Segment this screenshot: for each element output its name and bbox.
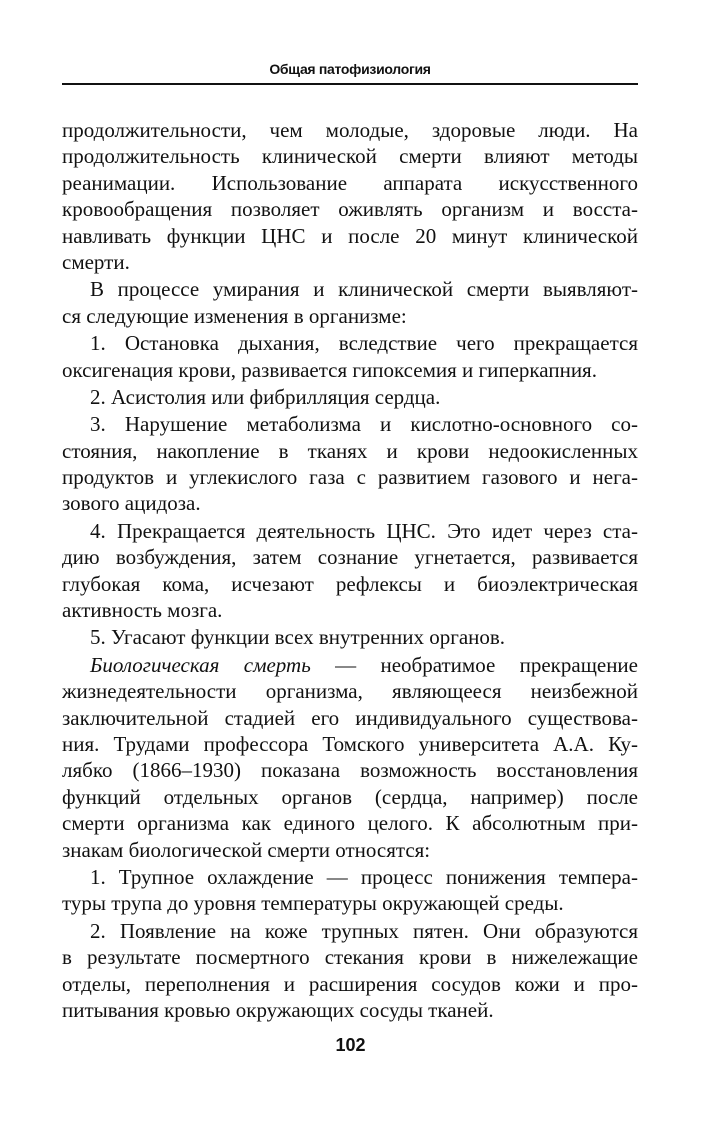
text-line: продолжительность клинической смерти влияют методы xyxy=(62,144,638,169)
running-title: Общая патофизиология xyxy=(269,61,431,77)
italic-term: Биологическая смерть xyxy=(90,652,311,677)
text-line: функций отдельных органов (сердца, например) после xyxy=(62,784,638,809)
list-item xyxy=(62,864,638,917)
text-line: продолжительности, чем молодые, здоровые люди. На xyxy=(62,118,638,142)
text-line: отделы, переполнения и расширения сосудов кожи и про- xyxy=(62,971,638,996)
definition-paragraph xyxy=(62,652,638,863)
text-line: кровообращения позволяет оживлять организм и восста- xyxy=(62,197,638,222)
header-rule xyxy=(62,83,638,85)
text-line: 4. Прекращается деятельность ЦНС. Это идет через ста- xyxy=(90,518,638,543)
text-line: В процессе умирания и клинической смерти выявляют- xyxy=(90,277,638,302)
text-line: туры трупа до уровня температуры окружающей среды. xyxy=(62,891,564,916)
text-line: знакам биологической смерти относятся: xyxy=(62,837,431,862)
text-line: жизнедеятельности организма, являющееся неизбежной xyxy=(62,679,638,704)
text-line: смерти. xyxy=(62,249,130,274)
list-item xyxy=(62,384,638,410)
text-line: продуктов и углекислого газа с развитием газового и нега- xyxy=(62,465,638,490)
list-item xyxy=(62,918,638,1024)
paragraph xyxy=(62,117,638,275)
text-line: 1. Трупное охлаждение — процесс понижения темпера- xyxy=(90,864,638,889)
text-line: реанимации. Использование аппарата искусственного xyxy=(62,170,638,195)
text-line xyxy=(62,652,638,678)
text-line: смерти организма как единого целого. К абсолютным при- xyxy=(62,811,638,836)
page-number: 102 xyxy=(335,1035,366,1055)
text-line: 2. Асистолия или фибрилляция сердца. xyxy=(90,384,441,409)
text-line: ния. Трудами профессора Томского университета А.А. Ку- xyxy=(62,731,638,756)
text-line: стояния, накопление в тканях и крови недоокисленных xyxy=(62,438,638,463)
text-line: 5. Угасают функции всех внутренних органов. xyxy=(90,625,506,650)
text-line: зового ацидоза. xyxy=(62,491,201,516)
paragraph xyxy=(62,276,638,329)
text-line: ся следующие изменения в организме: xyxy=(62,303,407,328)
text-span: — необратимое прекращение xyxy=(310,652,638,677)
text-line: активность мозга. xyxy=(62,598,223,623)
list-item xyxy=(62,330,638,383)
list-item xyxy=(62,411,638,517)
list-item xyxy=(62,624,638,650)
text-line: 2. Появление на коже трупных пятен. Они образуются xyxy=(90,918,638,943)
text-line: оксигенация крови, развивается гипоксемия и гиперкапния. xyxy=(62,357,597,382)
text-line: 1. Остановка дыхания, вследствие чего прекращается xyxy=(90,331,638,356)
body-text xyxy=(62,117,638,1023)
text-line: глубокая кома, исчезают рефлексы и биоэлектрическая xyxy=(62,571,638,596)
list-item xyxy=(62,518,638,624)
text-line: лябко (1866–1930) показана возможность восстановления xyxy=(62,758,638,783)
text-line: навливать функции ЦНС и после 20 минут клинической xyxy=(62,223,638,248)
text-line: дию возбуждения, затем сознание угнетается, развивается xyxy=(62,545,638,570)
text-line: в результате посмертного стекания крови в нижележащие xyxy=(62,945,638,970)
text-line: заключительной стадией его индивидуального существова- xyxy=(62,705,638,730)
text-line: питывания кровью окружающих сосуды тканей. xyxy=(62,997,494,1022)
text-line: 3. Нарушение метаболизма и кислотно-основного со- xyxy=(90,412,638,437)
